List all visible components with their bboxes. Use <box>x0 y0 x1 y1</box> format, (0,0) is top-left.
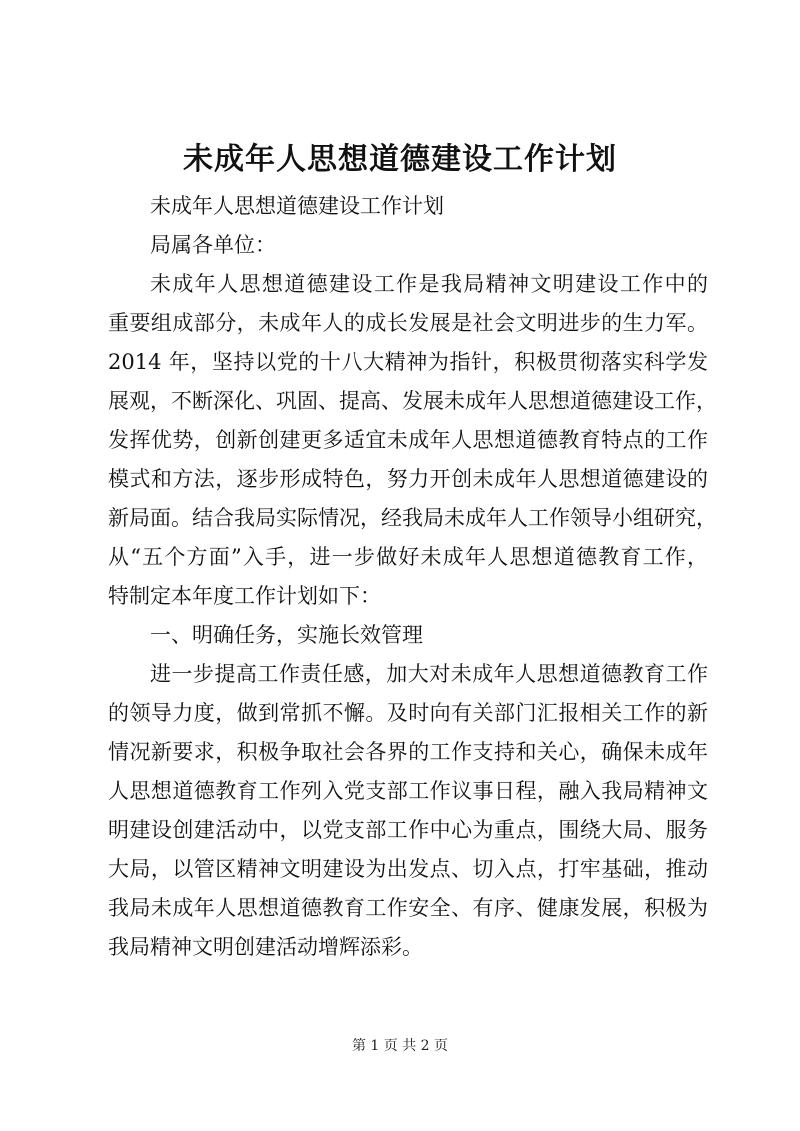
document-title: 未成年人思想道德建设工作计划 <box>183 142 617 177</box>
paragraph-line: 进一步提高工作责任感，加大对未成年人思想道德教育工作 <box>150 662 708 686</box>
salutation-line: 局属各单位： <box>150 233 276 257</box>
paragraph-line: 新局面。结合我局实际情况，经我局未成年人工作领导小组研究， <box>108 506 717 530</box>
paragraph-line: 未成年人思想道德建设工作是我局精神文明建设工作中的 <box>150 272 708 296</box>
paragraph-line: 我局精神文明创建活动增辉添彩。 <box>108 935 423 959</box>
document-body <box>108 187 717 967</box>
paragraph-line: 重要组成部分，未成年人的成长发展是社会文明进步的生力军。 <box>108 311 708 335</box>
paragraph-line: 人思想道德教育工作列入党支部工作议事日程，融入我局精神文 <box>108 779 708 803</box>
paragraph-line: 特制定本年度工作计划如下： <box>108 584 381 608</box>
paragraph-line: 明建设创建活动中，以党支部工作中心为重点，围绕大局、服务 <box>108 818 708 842</box>
subtitle-line: 未成年人思想道德建设工作计划 <box>150 194 444 218</box>
paragraph-line: 从“五个方面”入手，进一步做好未成年人思想道德教育工作， <box>108 545 708 569</box>
section-heading: 一、明确任务，实施长效管理 <box>150 623 423 647</box>
paragraph-line: 展观，不断深化、巩固、提高、发展未成年人思想道德建设工作， <box>108 389 717 413</box>
paragraph-line: 发挥优势，创新创建更多适宜未成年人思想道德教育特点的工作 <box>108 428 708 452</box>
page-footer: 第 1 页 共 2 页 <box>351 1038 449 1054</box>
paragraph-line: 模式和方法，逐步形成特色，努力开创未成年人思想道德建设的 <box>108 467 708 491</box>
paragraph-line: 的领导力度，做到常抓不懈。及时向有关部门汇报相关工作的新 <box>108 701 708 725</box>
paragraph-line: 我局未成年人思想道德教育工作安全、有序、健康发展，积极为 <box>108 896 708 920</box>
paragraph-line: 2014 年，坚持以党的十八大精神为指针，积极贯彻落实科学发 <box>108 350 708 374</box>
paragraph-line: 情况新要求，积极争取社会各界的工作支持和关心，确保未成年 <box>108 740 708 764</box>
paragraph-line: 大局，以管区精神文明建设为出发点、切入点，打牢基础，推动 <box>108 857 708 881</box>
